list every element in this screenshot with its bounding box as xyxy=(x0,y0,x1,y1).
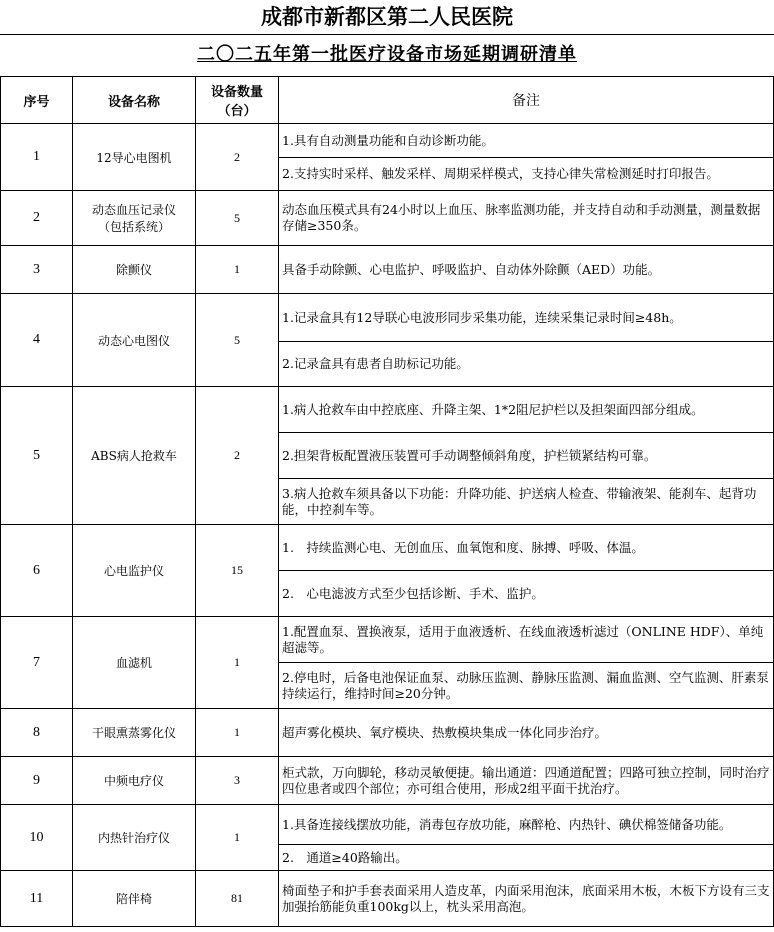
row-qty: 5 xyxy=(196,294,279,387)
table-row xyxy=(1,246,774,294)
table-row xyxy=(1,617,774,663)
row-device-name: 干眼熏蒸雾化仪 xyxy=(73,709,196,757)
row-note: 3.病人抢救车须具备以下功能：升降功能、护送病人检查、带输液架、能刹车、起背功能，中控刹车等。 xyxy=(279,479,774,525)
header-note: 备注 xyxy=(279,77,774,124)
row-note: 1.具有自动测量功能和自动诊断功能。 xyxy=(279,124,774,158)
row-device-name: 动态心电图仪 xyxy=(73,294,196,387)
row-seq: 10 xyxy=(1,805,73,871)
row-note: 椅面垫子和护手套表面采用人造皮革，内面采用泡沫，底面采用木板，木板下方设有三支加强抬筋能负重100kg以上，枕头采用高泡。 xyxy=(279,871,774,927)
list-subtitle: 二〇二五年第一批医疗设备市场延期调研清单 xyxy=(197,44,577,65)
hospital-title: 成都市新都区第二人民医院 xyxy=(261,4,513,29)
row-note: 1.配置血泵、置换液泵，适用于血液透析、在线血液透析滤过（ONLINE HDF）、单纯超滤等。 xyxy=(279,617,774,663)
row-note: 柜式款，万向脚轮，移动灵敏便捷。输出通道：四通道配置；四路可独立控制，同时治疗四位患者或四个部位；亦可组合使用，形成2组平面干扰治疗。 xyxy=(279,757,774,805)
header-seq: 序号 xyxy=(1,77,73,124)
row-seq: 2 xyxy=(1,191,73,246)
row-device-name: 陪伴椅 xyxy=(73,871,196,927)
row-qty: 1 xyxy=(196,246,279,294)
table-header-row xyxy=(1,77,774,124)
row-device-name: 心电监护仪 xyxy=(73,525,196,617)
row-note: 2. 心电滤波方式至少包括诊断、手术、监护。 xyxy=(279,571,774,617)
row-qty: 5 xyxy=(196,191,279,246)
row-device-name-line1: 动态血压记录仪 xyxy=(91,203,176,217)
table-row xyxy=(1,805,774,845)
table-row xyxy=(1,709,774,757)
row-device-name: 12导心电图机 xyxy=(73,124,196,191)
table-row xyxy=(1,525,774,571)
row-device-name: 中频电疗仪 xyxy=(73,757,196,805)
row-qty: 1 xyxy=(196,709,279,757)
table-row xyxy=(1,191,774,246)
row-note: 2.支持实时采样、触发采样、周期采样模式，支持心律失常检测延时打印报告。 xyxy=(279,158,774,191)
row-device-name: 除颤仪 xyxy=(73,246,196,294)
row-seq: 4 xyxy=(1,294,73,387)
row-device-name: ABS病人抢救车 xyxy=(73,387,196,525)
row-seq: 6 xyxy=(1,525,73,617)
row-seq: 9 xyxy=(1,757,73,805)
table-row xyxy=(1,124,774,158)
header-qty-line2: （台） xyxy=(217,104,257,119)
row-note: 2.记录盒具有患者自助标记功能。 xyxy=(279,342,774,387)
row-device-name: 血滤机 xyxy=(73,617,196,709)
row-qty: 2 xyxy=(196,387,279,525)
row-seq: 5 xyxy=(1,387,73,525)
table-row xyxy=(1,294,774,342)
list-subtitle-wrap xyxy=(0,40,774,70)
row-qty: 2 xyxy=(196,124,279,191)
table-row xyxy=(1,871,774,927)
row-seq: 8 xyxy=(1,709,73,757)
table-row xyxy=(1,757,774,805)
header-qty-line1: 设备数量 xyxy=(210,85,263,100)
row-note: 1. 持续监测心电、无创血压、血氧饱和度、脉搏、呼吸、体温。 xyxy=(279,525,774,571)
row-seq: 11 xyxy=(1,871,73,927)
row-note: 1.记录盒具有12导联心电波形同步采集功能，连续采集记录时间≥48h。 xyxy=(279,294,774,342)
row-seq: 3 xyxy=(1,246,73,294)
row-note: 具备手动除颤、心电监护、呼吸监护、自动体外除颤（AED）功能。 xyxy=(279,246,774,294)
row-note: 2.担架背板配置液压装置可手动调整倾斜角度，护栏锁紧结构可靠。 xyxy=(279,433,774,479)
table-row xyxy=(1,387,774,433)
row-device-name: 内热针治疗仪 xyxy=(73,805,196,871)
header-name: 设备名称 xyxy=(73,77,196,124)
row-qty: 81 xyxy=(196,871,279,927)
row-note: 动态血压模式具有24小时以上血压、脉率监测功能，并支持自动和手动测量，测量数据存储≥350条。 xyxy=(279,191,774,246)
equipment-table xyxy=(0,76,774,927)
row-note: 2. 通道≥40路输出。 xyxy=(279,845,774,871)
row-qty: 1 xyxy=(196,805,279,871)
row-qty: 15 xyxy=(196,525,279,617)
row-note: 1.病人抢救车由中控底座、升降主架、1*2阻尼护栏以及担架面四部分组成。 xyxy=(279,387,774,433)
header-qty xyxy=(196,77,279,124)
row-note: 2.停电时，后备电池保证血泵、动脉压监测、静脉压监测、漏血监测、空气监测、肝素泵持续运行，维持时间≥20分钟。 xyxy=(279,663,774,709)
row-qty: 1 xyxy=(196,617,279,709)
title-divider xyxy=(0,34,774,35)
row-seq: 7 xyxy=(1,617,73,709)
row-note: 超声雾化模块、氧疗模块、热敷模块集成一体化同步治疗。 xyxy=(279,709,774,757)
row-device-name xyxy=(73,191,196,246)
row-device-name-line2: （包括系统） xyxy=(97,220,170,234)
row-note: 1.具备连接线摆放功能，消毒包存放功能，麻醉枪、内热针、碘伏棉签储备功能。 xyxy=(279,805,774,845)
row-seq: 1 xyxy=(1,124,73,191)
row-qty: 3 xyxy=(196,757,279,805)
